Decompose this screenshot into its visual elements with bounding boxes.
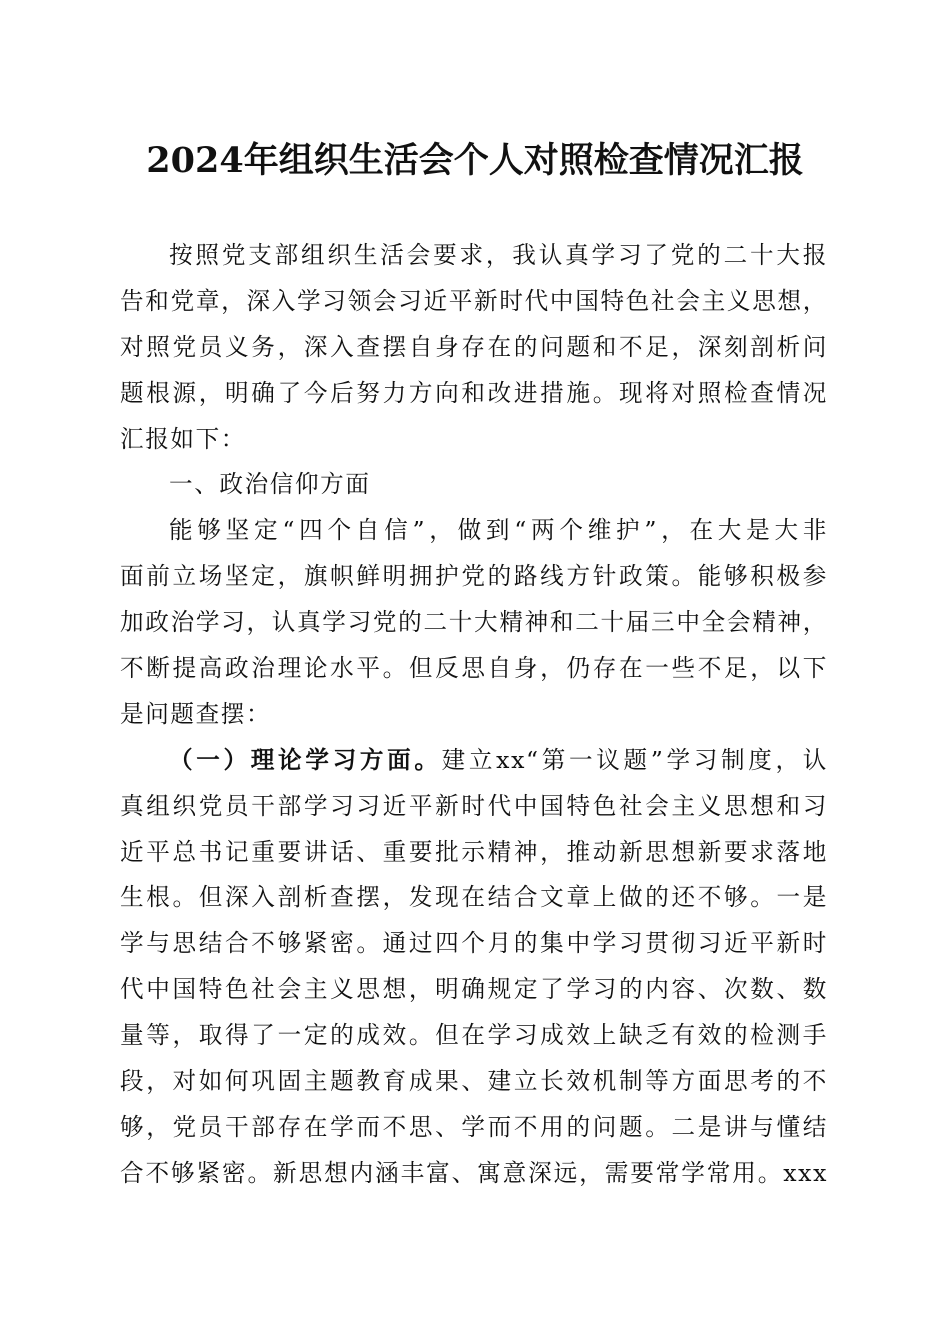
subsection-1-first-line xyxy=(120,738,828,784)
intro-line-5: 汇报如下： xyxy=(120,424,246,453)
subsection-1-line: 段，对如何巩固主题教育成果、建立长效机制等方面思考的不 xyxy=(120,1067,828,1096)
document-title: 2024年组织生活会个人对照检查情况汇报 xyxy=(146,140,804,181)
subsection-1-line: 量等，取得了一定的成效。但在学习成效上缺乏有效的检测手 xyxy=(120,1021,828,1050)
document-body xyxy=(120,233,828,1197)
intro-line-3: 对照党员义务，深入查摆自身存在的问题和不足，深刻剖析问 xyxy=(120,332,828,361)
subsection-1-line: 学与思结合不够紧密。通过四个月的集中学习贯彻习近平新时 xyxy=(120,929,828,958)
section-1-line-1: 能够坚定“四个自信”，做到“两个维护”，在大是大非 xyxy=(169,516,828,545)
subsection-1-line: 近平总书记重要讲话、重要批示精神，推动新思想新要求落地 xyxy=(120,837,828,866)
section-1-line-4: 不断提高政治理论水平。但反思自身，仍存在一些不足，以下 xyxy=(120,654,828,683)
subsection-1-line: 真组织党员干部学习习近平新时代中国特色社会主义思想和习 xyxy=(120,791,828,820)
subsection-1-line: 生根。但深入剖析查摆，发现在结合文章上做的还不够。一是 xyxy=(120,883,828,912)
section-1-heading: 一、政治信仰方面 xyxy=(169,470,371,499)
subsection-1-label: （一）理论学习方面。 xyxy=(169,745,442,774)
section-1-line-3: 加政治学习，认真学习党的二十大精神和二十届三中全会精神， xyxy=(120,608,828,637)
intro-line-2: 告和党章，深入学习领会习近平新时代中国特色社会主义思想， xyxy=(120,286,828,315)
intro-line-4: 题根源，明确了今后努力方向和改进措施。现将对照检查情况 xyxy=(120,378,828,407)
section-1-line-2: 面前立场坚定，旗帜鲜明拥护党的路线方针政策。能够积极参 xyxy=(120,562,828,591)
intro-line-1: 按照党支部组织生活会要求，我认真学习了党的二十大报 xyxy=(169,241,828,269)
subsection-1-line: 够，党员干部存在学而不思、学而不用的问题。二是讲与懂结 xyxy=(120,1112,828,1141)
subsection-1-line: 合不够紧密。新思想内涵丰富、寓意深远，需要常学常用。xxx xyxy=(120,1158,828,1187)
subsection-1-first-line-text: 建立xx“第一议题”学习制度，认 xyxy=(441,745,829,774)
subsection-1-line: 代中国特色社会主义思想，明确规定了学习的内容、次数、数 xyxy=(120,975,828,1004)
section-1-line-5: 是问题查摆： xyxy=(120,699,272,728)
